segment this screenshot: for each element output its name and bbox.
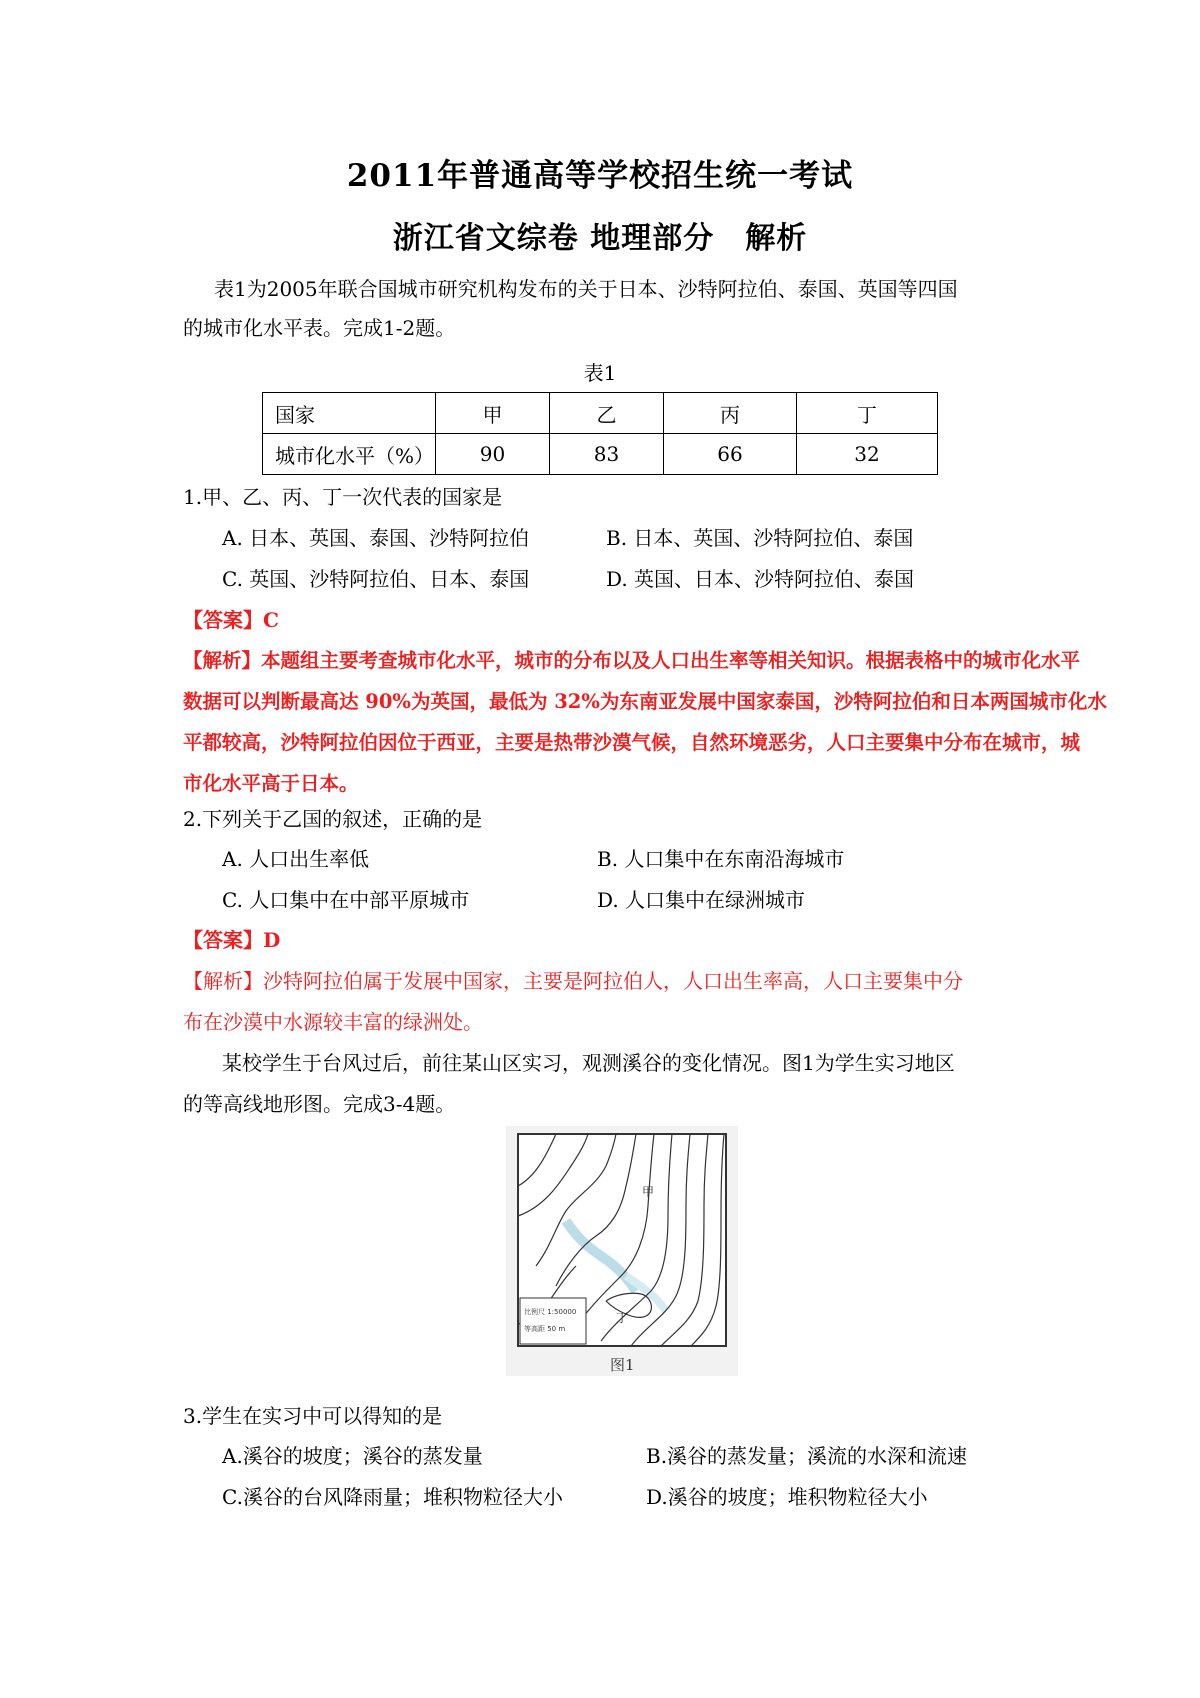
q1-option-c: C. 英国、沙特阿拉伯、日本、泰国 bbox=[222, 567, 530, 591]
q1-analysis-line: 数据可以判断最高达 90%为英国，最低为 32%为东南亚发展中国家泰国，沙特阿拉伯和日本两国城市化水 bbox=[183, 690, 1107, 713]
table-header-cell: 国家 bbox=[263, 393, 436, 434]
map-interval-text: 等高距 50 m bbox=[524, 1325, 566, 1333]
map-label-ding: 丁 bbox=[616, 1311, 629, 1325]
table-header-row bbox=[263, 393, 938, 434]
table-cell: 城市化水平（%） bbox=[263, 434, 436, 475]
q2-option-d: D. 人口集中在绿洲城市 bbox=[597, 888, 806, 912]
q1-analysis-line: 【解析】本题组主要考查城市化水平，城市的分布以及人口出生率等相关知识。根据表格中的城市化水平 bbox=[183, 649, 1081, 672]
title-line-2: 浙江省文综卷 地理部分 解析 bbox=[392, 221, 808, 256]
table-cell: 83 bbox=[550, 434, 664, 475]
q1-option-a: A. 日本、英国、泰国、沙特阿拉伯 bbox=[222, 526, 530, 550]
intro-1-line-1: 表1为2005年联合国城市研究机构发布的关于日本、沙特阿拉伯、泰国、英国等四国 bbox=[214, 277, 958, 301]
intro-2-line-2: 的等高线地形图。完成3-4题。 bbox=[183, 1092, 456, 1116]
q1-analysis-line: 市化水平高于日本。 bbox=[183, 772, 359, 795]
q3-option-a: A.溪谷的坡度；溪谷的蒸发量 bbox=[222, 1444, 483, 1468]
q2-answer: 【答案】D bbox=[183, 928, 281, 952]
q3-option-d: D.溪谷的坡度；堆积物粒径大小 bbox=[646, 1485, 928, 1509]
q2-stem: 2.下列关于乙国的叙述，正确的是 bbox=[183, 807, 483, 831]
urbanization-table bbox=[262, 392, 938, 475]
table-data-row bbox=[263, 434, 938, 475]
intro-1-line-2: 的城市化水平表。完成1-2题。 bbox=[183, 316, 456, 340]
q2-analysis-line: 【解析】沙特阿拉伯属于发展中国家，主要是阿拉伯人，人口出生率高，人口主要集中分 bbox=[183, 969, 963, 993]
map-label-jia: 甲 bbox=[642, 1185, 655, 1199]
q3-stem: 3.学生在实习中可以得知的是 bbox=[183, 1404, 443, 1428]
table-header-cell: 丙 bbox=[664, 393, 797, 434]
q2-option-b: B. 人口集中在东南沿海城市 bbox=[597, 847, 845, 871]
q1-answer: 【答案】C bbox=[183, 608, 279, 632]
q2-option-c: C. 人口集中在中部平原城市 bbox=[222, 888, 470, 912]
map-scale-text: 比例尺 1:50000 bbox=[524, 1308, 577, 1316]
title-line-1: 2011年普通高等学校招生统一考试 bbox=[346, 158, 854, 194]
q3-option-c: C.溪谷的台风降雨量；堆积物粒径大小 bbox=[222, 1485, 563, 1509]
table-cell: 32 bbox=[797, 434, 938, 475]
table-header-cell: 甲 bbox=[436, 393, 550, 434]
table-cell: 66 bbox=[664, 434, 797, 475]
contour-map-figure bbox=[506, 1126, 738, 1376]
map-legend-box bbox=[520, 1298, 586, 1344]
intro-2-line-1: 某校学生于台风过后，前往某山区实习，观测溪谷的变化情况。图1为学生实习地区 bbox=[222, 1051, 955, 1075]
q2-analysis-line: 布在沙漠中水源较丰富的绿洲处。 bbox=[183, 1010, 483, 1034]
q1-option-b: B. 日本、英国、沙特阿拉伯、泰国 bbox=[606, 526, 914, 550]
table-header-cell: 乙 bbox=[550, 393, 664, 434]
figure-caption: 图1 bbox=[610, 1356, 635, 1374]
table-caption: 表1 bbox=[583, 361, 617, 385]
table-cell: 90 bbox=[436, 434, 550, 475]
q1-analysis-line: 平都较高，沙特阿拉伯因位于西亚，主要是热带沙漠气候，自然环境恶劣，人口主要集中分布在城市，城 bbox=[183, 731, 1081, 754]
q3-option-b: B.溪谷的蒸发量；溪流的水深和流速 bbox=[646, 1444, 968, 1468]
q1-option-d: D. 英国、日本、沙特阿拉伯、泰国 bbox=[606, 567, 915, 591]
table-header-cell: 丁 bbox=[797, 393, 938, 434]
q2-option-a: A. 人口出生率低 bbox=[222, 847, 370, 871]
q1-stem: 1.甲、乙、丙、丁一次代表的国家是 bbox=[183, 485, 503, 509]
